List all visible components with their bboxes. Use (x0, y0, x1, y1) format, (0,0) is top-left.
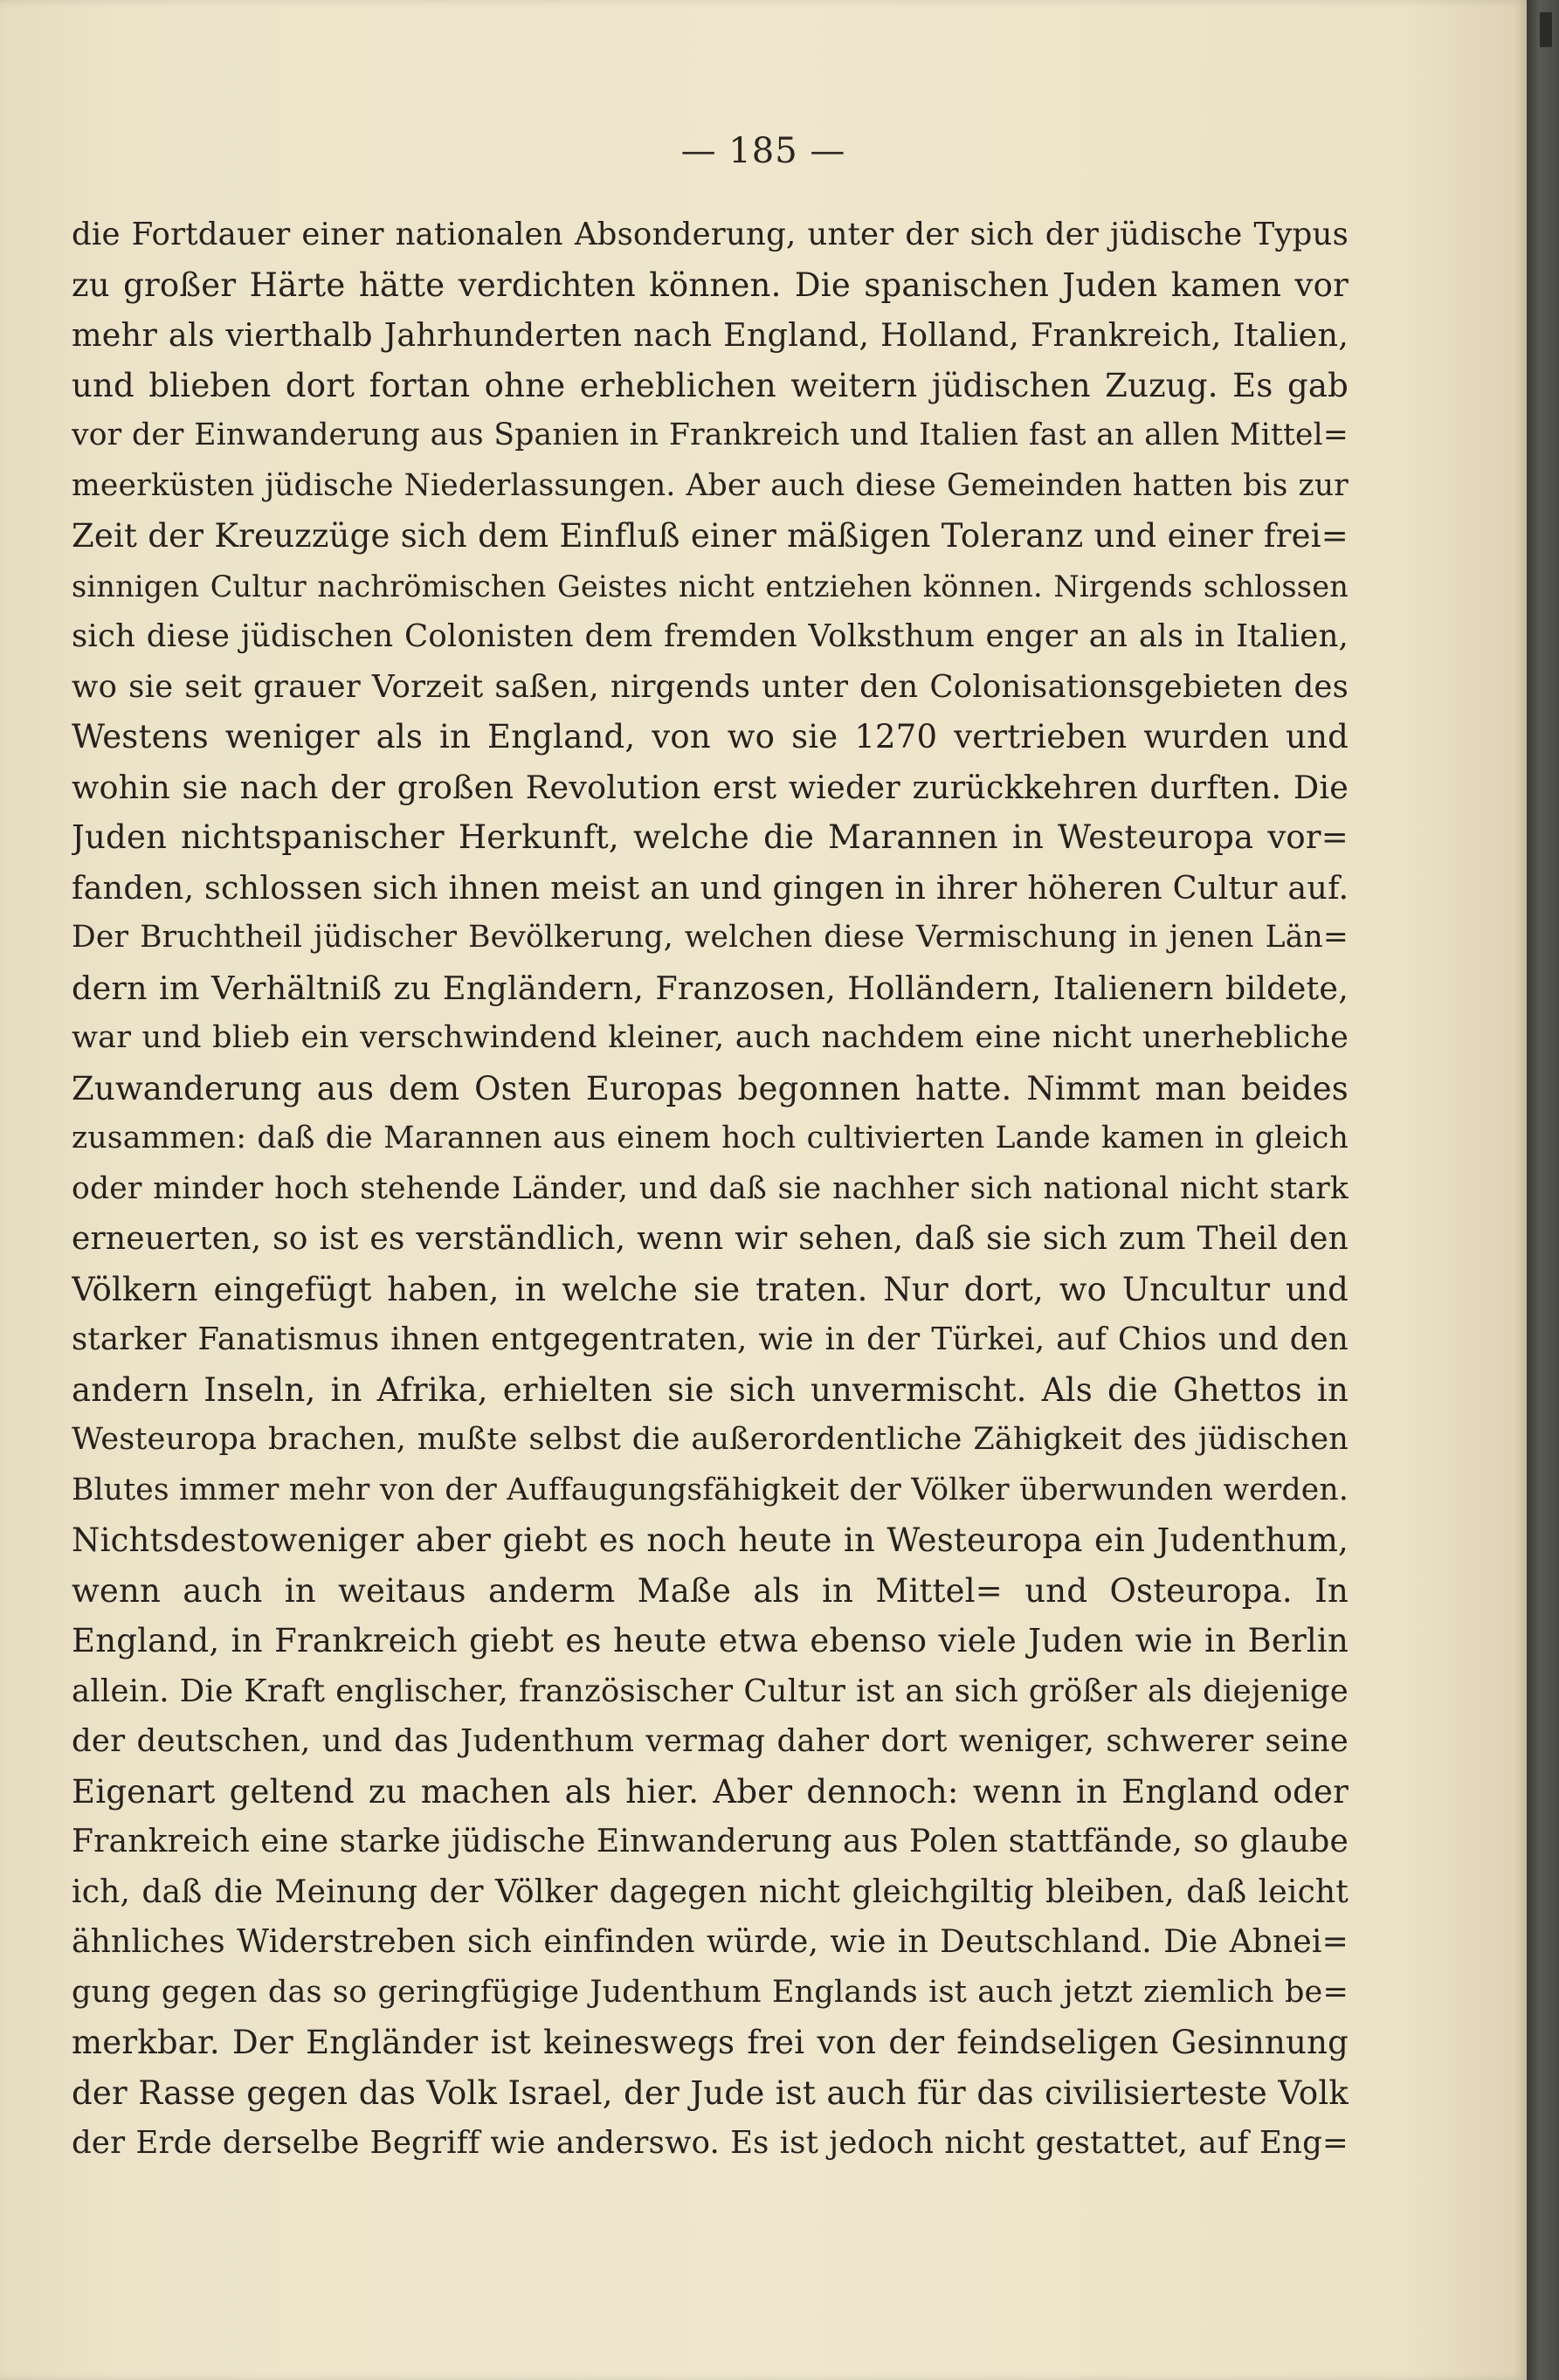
text-line: zusammen: daß die Marannen aus einem hoch cultivierten Lande kamen in gleich (72, 1121, 1349, 1156)
text-line: Eigenart geltend zu machen als hier. Aber dennoch: wenn in England oder (72, 1772, 1349, 1811)
text-line: merkbar. Der Engländer ist keineswegs frei von der feindseligen Gesinnung (72, 2024, 1349, 2061)
text-line: wohin sie nach der großen Revolution erst wieder zurückkehren durften. Die (72, 768, 1349, 806)
text-line: war und blieb ein verschwindend kleiner, auch nachdem eine nicht unerhebliche (72, 1020, 1349, 1055)
page-edge (1527, 0, 1559, 2380)
text-line: Nichtsdestoweniger aber giebt es noch heute in Westeuropa ein Judenthum, (72, 1521, 1349, 1559)
body-text (72, 210, 1349, 2169)
text-line: ich, daß die Meinung der Völker dagegen nicht gleichgiltig bleiben, daß leicht (72, 1873, 1349, 1910)
text-line: meerküsten jüdische Niederlassungen. Aber auch diese Gemeinden hatten bis zur (72, 467, 1349, 503)
text-line: Zuwanderung aus dem Osten Europas begonnen hatte. Nimmt man beides (72, 1069, 1349, 1107)
text-line: vor der Einwanderung aus Spanien in Frankreich und Italien fast an allen Mittel= (72, 417, 1349, 452)
text-line: andern Inseln, in Afrika, erhielten sie sich unvermischt. Als die Ghettos in (72, 1370, 1349, 1409)
text-line: Zeit der Kreuzzüge sich dem Einfluß einer mäßigen Toleranz und einer frei= (72, 517, 1349, 555)
text-line: Blutes immer mehr von der Auffaugungsfähigkeit der Völker überwunden werden. (72, 1472, 1349, 1507)
scan-corner-mark (1540, 12, 1552, 47)
text-line: Der Bruchtheil jüdischer Bevölkerung, welchen diese Vermischung in jenen Län= (72, 920, 1349, 955)
text-line: und blieben dort fortan ohne erheblichen weitern jüdischen Zuzug. Es gab (72, 366, 1349, 404)
text-line: starker Fanatismus ihnen entgegentraten, wie in der Türkei, auf Chios und den (72, 1321, 1349, 1357)
text-line: der Rasse gegen das Volk Israel, der Jude ist auch für das civilisierteste Volk (72, 2073, 1349, 2112)
text-line: wenn auch in weitaus anderm Maße als in Mittel= und Osteuropa. In (72, 1571, 1349, 1610)
text-line: gung gegen das so geringfügige Judenthum Englands ist auch jetzt ziemlich be= (72, 1974, 1349, 2010)
text-line: Juden nichtspanischer Herkunft, welche die Marannen in Westeuropa vor= (72, 818, 1349, 856)
page-number-header: — 185 — (680, 131, 846, 171)
text-line: der deutschen, und das Judenthum vermag daher dort weniger, schwerer seine (72, 1723, 1349, 1759)
text-line: zu großer Härte hätte verdichten können. Die spanischen Juden kamen vor (72, 266, 1349, 304)
text-line: mehr als vierthalb Jahrhunderten nach England, Holland, Frankreich, Italien, (72, 316, 1349, 354)
text-line: England, in Frankreich giebt es heute etwa ebenso viele Juden wie in Berlin (72, 1622, 1349, 1659)
text-line: ähnliches Widerstreben sich einfinden würde, wie in Deutschland. Die Abnei= (72, 1924, 1349, 1960)
text-line: Frankreich eine starke jüdische Einwanderung aus Polen stattfände, so glaube (72, 1824, 1349, 1859)
text-line: dern im Verhältniß zu Engländern, Franzosen, Holländern, Italienern bildete, (72, 969, 1349, 1007)
text-line: sich diese jüdischen Colonisten dem fremden Volksthum enger an als in Italien, (72, 618, 1349, 654)
text-line: allein. Die Kraft englischer, französischer Cultur ist an sich größer als diejenige (72, 1673, 1349, 1709)
text-line: die Fortdauer einer nationalen Absonderung, unter der sich der jüdische Typus (72, 217, 1349, 252)
text-line: Völkern eingefügt haben, in welche sie traten. Nur dort, wo Uncultur und (72, 1270, 1349, 1308)
text-line: oder minder hoch stehende Länder, und daß sie nachher sich national nicht stark (72, 1170, 1349, 1206)
text-line: Westeuropa brachen, mußte selbst die außerordentliche Zähigkeit des jüdischen (72, 1422, 1349, 1457)
text-line: fanden, schlossen sich ihnen meist an und gingen in ihrer höheren Cultur auf. (72, 868, 1349, 907)
text-line: sinnigen Cultur nachrömischen Geistes nicht entziehen können. Nirgends schlossen (72, 569, 1349, 604)
text-line: erneuerten, so ist es verständlich, wenn wir sehen, daß sie sich zum Theil den (72, 1221, 1349, 1257)
text-line: der Erde derselbe Begriff wie anderswo. Es ist jedoch nicht gestattet, auf Eng= (72, 2125, 1349, 2161)
text-line: wo sie seit grauer Vorzeit saßen, nirgends unter den Colonisationsgebieten des (72, 668, 1349, 705)
text-line: Westens weniger als in England, von wo sie 1270 vertrieben wurden und (72, 718, 1349, 755)
